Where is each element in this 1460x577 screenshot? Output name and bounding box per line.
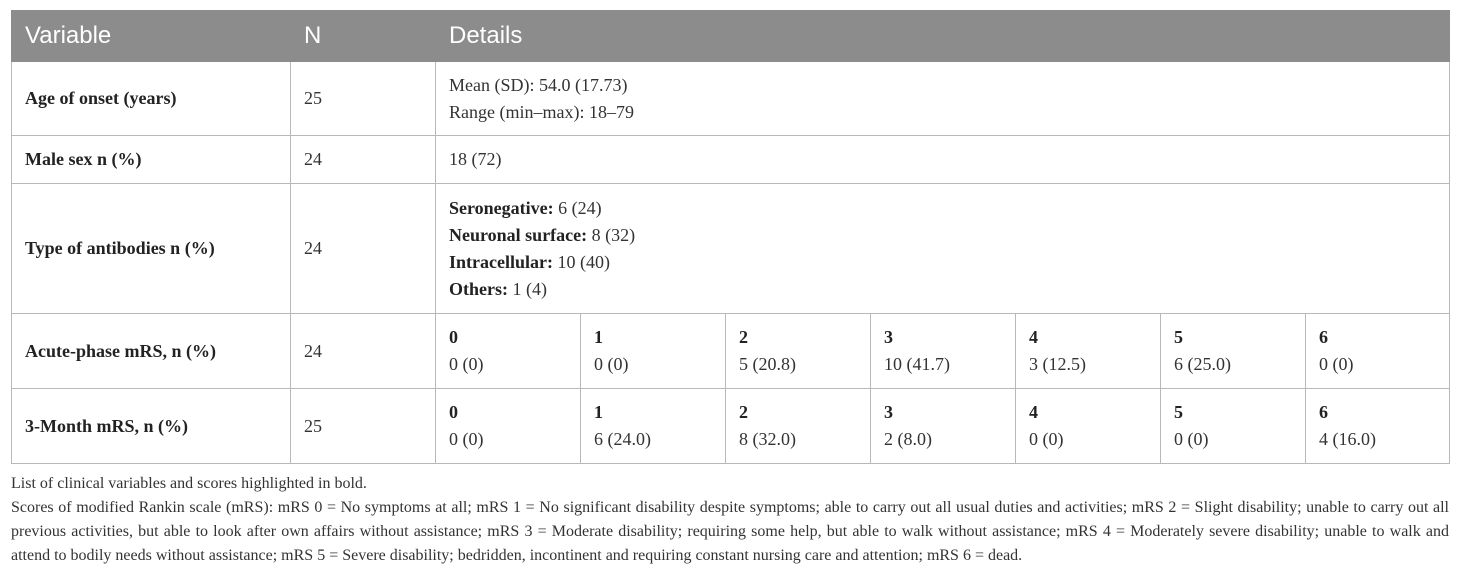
variable-label: Acute-phase mRS, n (%) [12,314,291,389]
table-row-age-of-onset [12,62,1450,136]
footnote-mrs-definitions: Scores of modified Rankin scale (mRS): mRS 0 = No symptoms at all; mRS 1 = No significant disability despite symptoms; able to carry out all usual duties and activities; mRS 2 = Slight disability; unable to carry out all previous activities, but able to look after own affairs without assistance; mRS 3 = Moderate disability; requiring some help, but able to walk without assistance; mRS 4 = Moderately severe disability; unable to walk and attend to bodily needs without assistance; mRS 5 = Severe disability; bedridden, incontinent and requiring constant nursing care and attention; mRS 6 = dead. [11,499,1449,564]
antibody-value: 8 (32) [587,224,636,245]
mrs-score-cell [1016,314,1161,389]
table-footnotes [11,472,1449,568]
mrs-count: 6 (24.0) [594,429,651,449]
antibody-label: Intracellular: [449,251,553,272]
variable-label: Male sex n (%) [12,136,291,184]
mrs-score-cell [581,389,726,464]
table-row-antibodies [12,184,1450,314]
mrs-level: 6 [1319,402,1328,422]
mrs-level: 1 [594,402,603,422]
n-value: 25 [291,389,436,464]
n-value: 24 [291,184,436,314]
mrs-count: 0 (0) [449,429,484,449]
n-value: 24 [291,136,436,184]
mrs-score-cell [726,314,871,389]
mrs-count: 8 (32.0) [739,429,796,449]
mrs-level: 6 [1319,327,1328,347]
table-row-acute-phase-mrs [12,314,1450,389]
mrs-count: 0 (0) [449,354,484,374]
age-mean-sd: Mean (SD): 54.0 (17.73) [449,74,628,95]
antibody-seronegative [449,195,1449,222]
mrs-level: 1 [594,327,603,347]
antibody-value: 6 (24) [553,197,602,218]
mrs-level: 3 [884,402,893,422]
antibody-label: Others: [449,278,508,299]
clinical-variables-table-container [11,10,1449,464]
mrs-count: 4 (16.0) [1319,429,1376,449]
details-cell: 18 (72) [436,136,1450,184]
mrs-level: 3 [884,327,893,347]
mrs-count: 2 (8.0) [884,429,932,449]
mrs-level: 5 [1174,402,1183,422]
header-n: N [291,11,436,62]
mrs-level: 0 [449,402,458,422]
details-cell [436,62,1450,136]
mrs-level: 0 [449,327,458,347]
mrs-count: 10 (41.7) [884,354,950,374]
variable-label: Age of onset (years) [12,62,291,136]
n-value: 25 [291,62,436,136]
mrs-score-cell [1306,389,1450,464]
table-header-row [12,11,1450,62]
details-cell [436,184,1450,314]
mrs-count: 0 (0) [1319,354,1354,374]
antibody-label: Seronegative: [449,197,554,218]
mrs-score-cell [436,314,581,389]
footnote-bold-legend: List of clinical variables and scores highlighted in bold. [11,475,367,492]
variable-label: 3-Month mRS, n (%) [12,389,291,464]
mrs-score-cell [1161,314,1306,389]
mrs-score-cell [726,389,871,464]
antibody-neuronal-surface [449,222,1449,249]
mrs-score-cell [871,389,1016,464]
mrs-count: 0 (0) [594,354,629,374]
header-variable: Variable [12,11,291,62]
mrs-count: 5 (20.8) [739,354,796,374]
table-row-3-month-mrs [12,389,1450,464]
age-range: Range (min–max): 18–79 [449,101,634,122]
mrs-count: 3 (12.5) [1029,354,1086,374]
antibody-value: 1 (4) [507,278,547,299]
antibody-others [449,276,1449,303]
mrs-level: 2 [739,327,748,347]
mrs-score-cell [1016,389,1161,464]
variable-label: Type of antibodies n (%) [12,184,291,314]
mrs-score-cell [1306,314,1450,389]
mrs-count: 6 (25.0) [1174,354,1231,374]
header-details: Details [436,11,1450,62]
n-value: 24 [291,314,436,389]
mrs-level: 4 [1029,402,1038,422]
antibody-intracellular [449,249,1449,276]
antibody-value: 10 (40) [552,251,610,272]
antibody-label: Neuronal surface: [449,224,588,245]
mrs-score-cell [436,389,581,464]
mrs-score-cell [1161,389,1306,464]
table-row-male-sex [12,136,1450,184]
mrs-count: 0 (0) [1029,429,1064,449]
clinical-variables-table [11,10,1450,464]
mrs-count: 0 (0) [1174,429,1209,449]
mrs-score-cell [581,314,726,389]
mrs-score-cell [871,314,1016,389]
mrs-level: 2 [739,402,748,422]
mrs-level: 4 [1029,327,1038,347]
mrs-level: 5 [1174,327,1183,347]
